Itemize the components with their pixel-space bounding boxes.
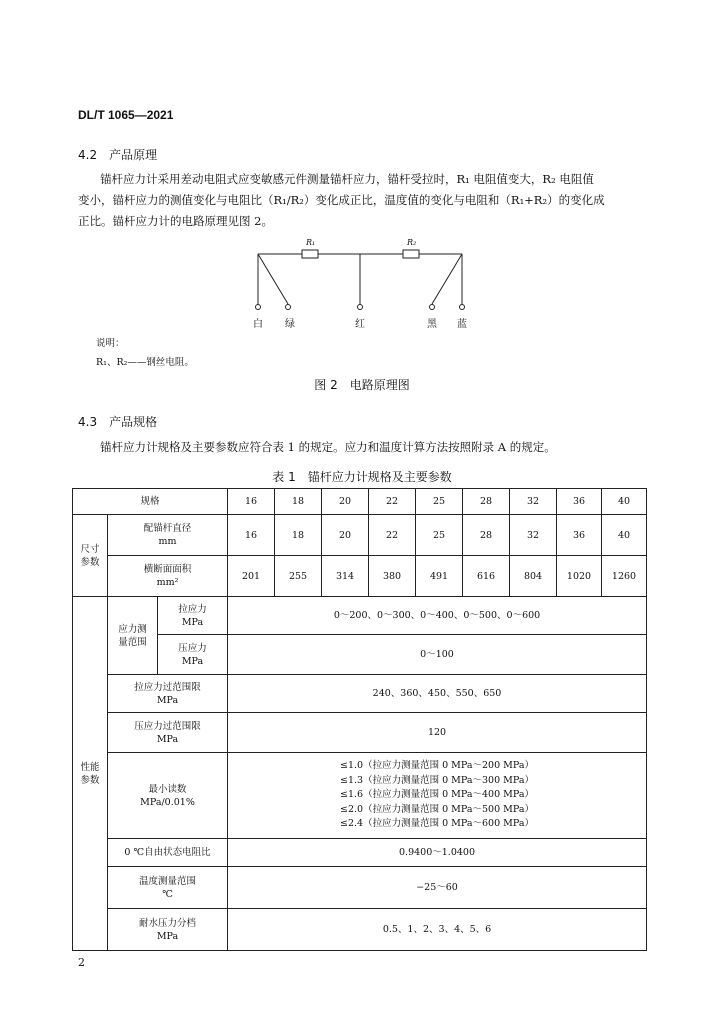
doc-id: DL/T 1065—2021	[78, 108, 174, 122]
table-row-rebar	[73, 515, 647, 556]
spec-cell: 20	[322, 489, 369, 515]
area-cell: 1020	[557, 556, 602, 597]
section-4-3-heading	[78, 413, 157, 430]
terminal-red	[358, 305, 363, 310]
rebar-cell: 20	[322, 515, 369, 556]
rebar-cell: 16	[228, 515, 275, 556]
min-reading-item: ≤2.0（拉应力测量范围 0 MPa～500 MPa）	[340, 803, 535, 815]
range-group-label: 应力测量范围	[108, 597, 158, 675]
table-row-compression-over	[73, 713, 647, 753]
resistance-ratio-value: 0.9400～1.0400	[228, 839, 647, 867]
label-unit: mm²	[156, 577, 179, 588]
terminal-label-green: 绿	[285, 319, 295, 330]
min-reading-item: ≤1.3（拉应力测量范围 0 MPa～300 MPa）	[340, 774, 535, 786]
resistance-ratio-label: 0 ℃自由状态电阻比	[108, 839, 228, 867]
section-title: 产品原理	[109, 148, 158, 162]
label-text: 拉应力	[178, 603, 207, 615]
paragraph-line: 锚杆应力计采用差动电阻式应变敏感元件测量锚杆应力，锚杆受拉时，R₁ 电阻值变大，R₂ 电阻值	[100, 172, 594, 186]
label-text: 配锚杆直径	[143, 523, 192, 534]
paragraph-line: 变小，锚杆应力的测值变化与电阻比（R₁/R₂）变化成正比，温度值的变化与电阻和（R₁+R₂）的变化成	[78, 193, 605, 207]
section-4-2-paragraph	[78, 169, 658, 232]
figure-note-text: R₁、R₂——钢丝电阻。	[96, 357, 194, 368]
table-row-temperature	[73, 867, 647, 909]
r2-label: R₂	[407, 238, 417, 247]
label-text: 压应力	[178, 642, 207, 654]
area-cell: 804	[510, 556, 557, 597]
label-text: 压应力过范围限	[134, 720, 201, 732]
area-cell: 491	[416, 556, 463, 597]
area-cell: 616	[463, 556, 510, 597]
compression-label	[158, 635, 228, 675]
spec-cell: 16	[228, 489, 275, 515]
area-label	[108, 556, 228, 597]
rebar-cell: 22	[369, 515, 416, 556]
label-text: 横断面面积	[143, 564, 192, 575]
label-unit: MPa	[156, 694, 179, 706]
terminal-label-white: 白	[253, 319, 263, 330]
section-number: 4.3	[78, 415, 98, 429]
table-row-tension-over	[73, 675, 647, 713]
temp-label	[108, 867, 228, 909]
section-number: 4.2	[78, 148, 98, 162]
paragraph-line: 正比。锚杆应力计的电路原理见图 2。	[78, 214, 273, 228]
tension-over-value: 240、360、450、550、650	[228, 675, 647, 713]
label-text: 温度测量范围	[139, 875, 197, 887]
circuit-diagram	[250, 230, 470, 335]
terminal-label-blue: 蓝	[457, 319, 467, 330]
compression-over-label	[108, 713, 228, 753]
rebar-cell: 36	[557, 515, 602, 556]
spec-cell: 25	[416, 489, 463, 515]
table-row-min-reading	[73, 753, 647, 839]
rebar-cell: 25	[416, 515, 463, 556]
label-unit: MPa	[181, 616, 204, 628]
terminal-label-black: 黑	[427, 319, 437, 330]
label-unit: MPa	[181, 655, 204, 667]
label-unit: MPa	[156, 733, 179, 745]
tension-value: 0～200、0～300、0～400、0～500、0～600	[228, 597, 647, 635]
label-unit: MPa/0.01%	[140, 796, 195, 808]
rebar-label	[108, 515, 228, 556]
spec-cell: 36	[557, 489, 602, 515]
table-row-compression-range	[73, 635, 647, 675]
area-cell: 201	[228, 556, 275, 597]
table-row-tension-range	[73, 597, 647, 635]
terminal-white	[256, 305, 261, 310]
tension-label	[158, 597, 228, 635]
label-unit: mm	[158, 536, 177, 547]
min-reading-item: ≤2.4（拉应力测量范围 0 MPa～600 MPa）	[340, 818, 535, 830]
compression-value: 0～100	[228, 635, 647, 675]
figure-caption: 图 2 电路原理图	[314, 378, 410, 392]
tension-over-label	[108, 675, 228, 713]
wire-black	[432, 254, 462, 304]
rebar-cell: 40	[602, 515, 647, 556]
table-caption: 表 1 锚杆应力计规格及主要参数	[272, 470, 452, 484]
spec-label: 规格	[73, 489, 228, 515]
label-text: 耐水压力分档	[139, 917, 197, 929]
section-title: 产品规格	[109, 415, 158, 429]
min-reading-item: ≤1.6（拉应力测量范围 0 MPa～400 MPa）	[340, 789, 535, 801]
section-4-2-heading	[78, 146, 157, 163]
spec-cell: 40	[602, 489, 647, 515]
terminal-label-red: 红	[355, 319, 365, 330]
rebar-cell: 32	[510, 515, 557, 556]
spec-cell: 22	[369, 489, 416, 515]
spec-cell: 18	[275, 489, 322, 515]
label-unit: ℃	[162, 888, 173, 900]
figure-note-title: 说明：	[96, 338, 125, 349]
terminal-blue	[460, 305, 465, 310]
wire-green	[258, 254, 288, 304]
temp-value: −25～60	[228, 867, 647, 909]
label-text: 拉应力过范围限	[134, 681, 201, 693]
r1-label: R₁	[306, 238, 316, 247]
resistor-r2	[403, 250, 419, 258]
terminal-green	[286, 305, 291, 310]
section-4-3-paragraph: 锚杆应力计规格及主要参数应符合表 1 的规定。应力和温度计算方法按照附录 A 的规定。	[100, 440, 556, 454]
label-unit: MPa	[156, 930, 179, 942]
area-cell: 255	[275, 556, 322, 597]
resistor-r1	[302, 250, 318, 258]
min-reading-values	[228, 753, 647, 839]
compression-over-value: 120	[228, 713, 647, 753]
spec-cell: 32	[510, 489, 557, 515]
table-row-spec	[73, 489, 647, 515]
terminal-black	[430, 305, 435, 310]
rebar-cell: 28	[463, 515, 510, 556]
area-cell: 314	[322, 556, 369, 597]
size-group-label: 尺寸参数	[73, 515, 108, 597]
table-row-water-pressure	[73, 909, 647, 951]
water-value: 0.5、1、2、3、4、5、6	[228, 909, 647, 951]
label-text: 最小读数	[148, 783, 187, 795]
min-reading-item: ≤1.0（拉应力测量范围 0 MPa～200 MPa）	[340, 760, 535, 772]
rebar-cell: 18	[275, 515, 322, 556]
water-label	[108, 909, 228, 951]
spec-table	[72, 488, 647, 951]
area-cell: 380	[369, 556, 416, 597]
min-reading-label	[108, 753, 228, 839]
spec-cell: 28	[463, 489, 510, 515]
table-row-resistance-ratio	[73, 839, 647, 867]
area-cell: 1260	[602, 556, 647, 597]
perf-group-label: 性能参数	[73, 597, 108, 951]
table-row-area	[73, 556, 647, 597]
page-number: 2	[78, 956, 85, 969]
